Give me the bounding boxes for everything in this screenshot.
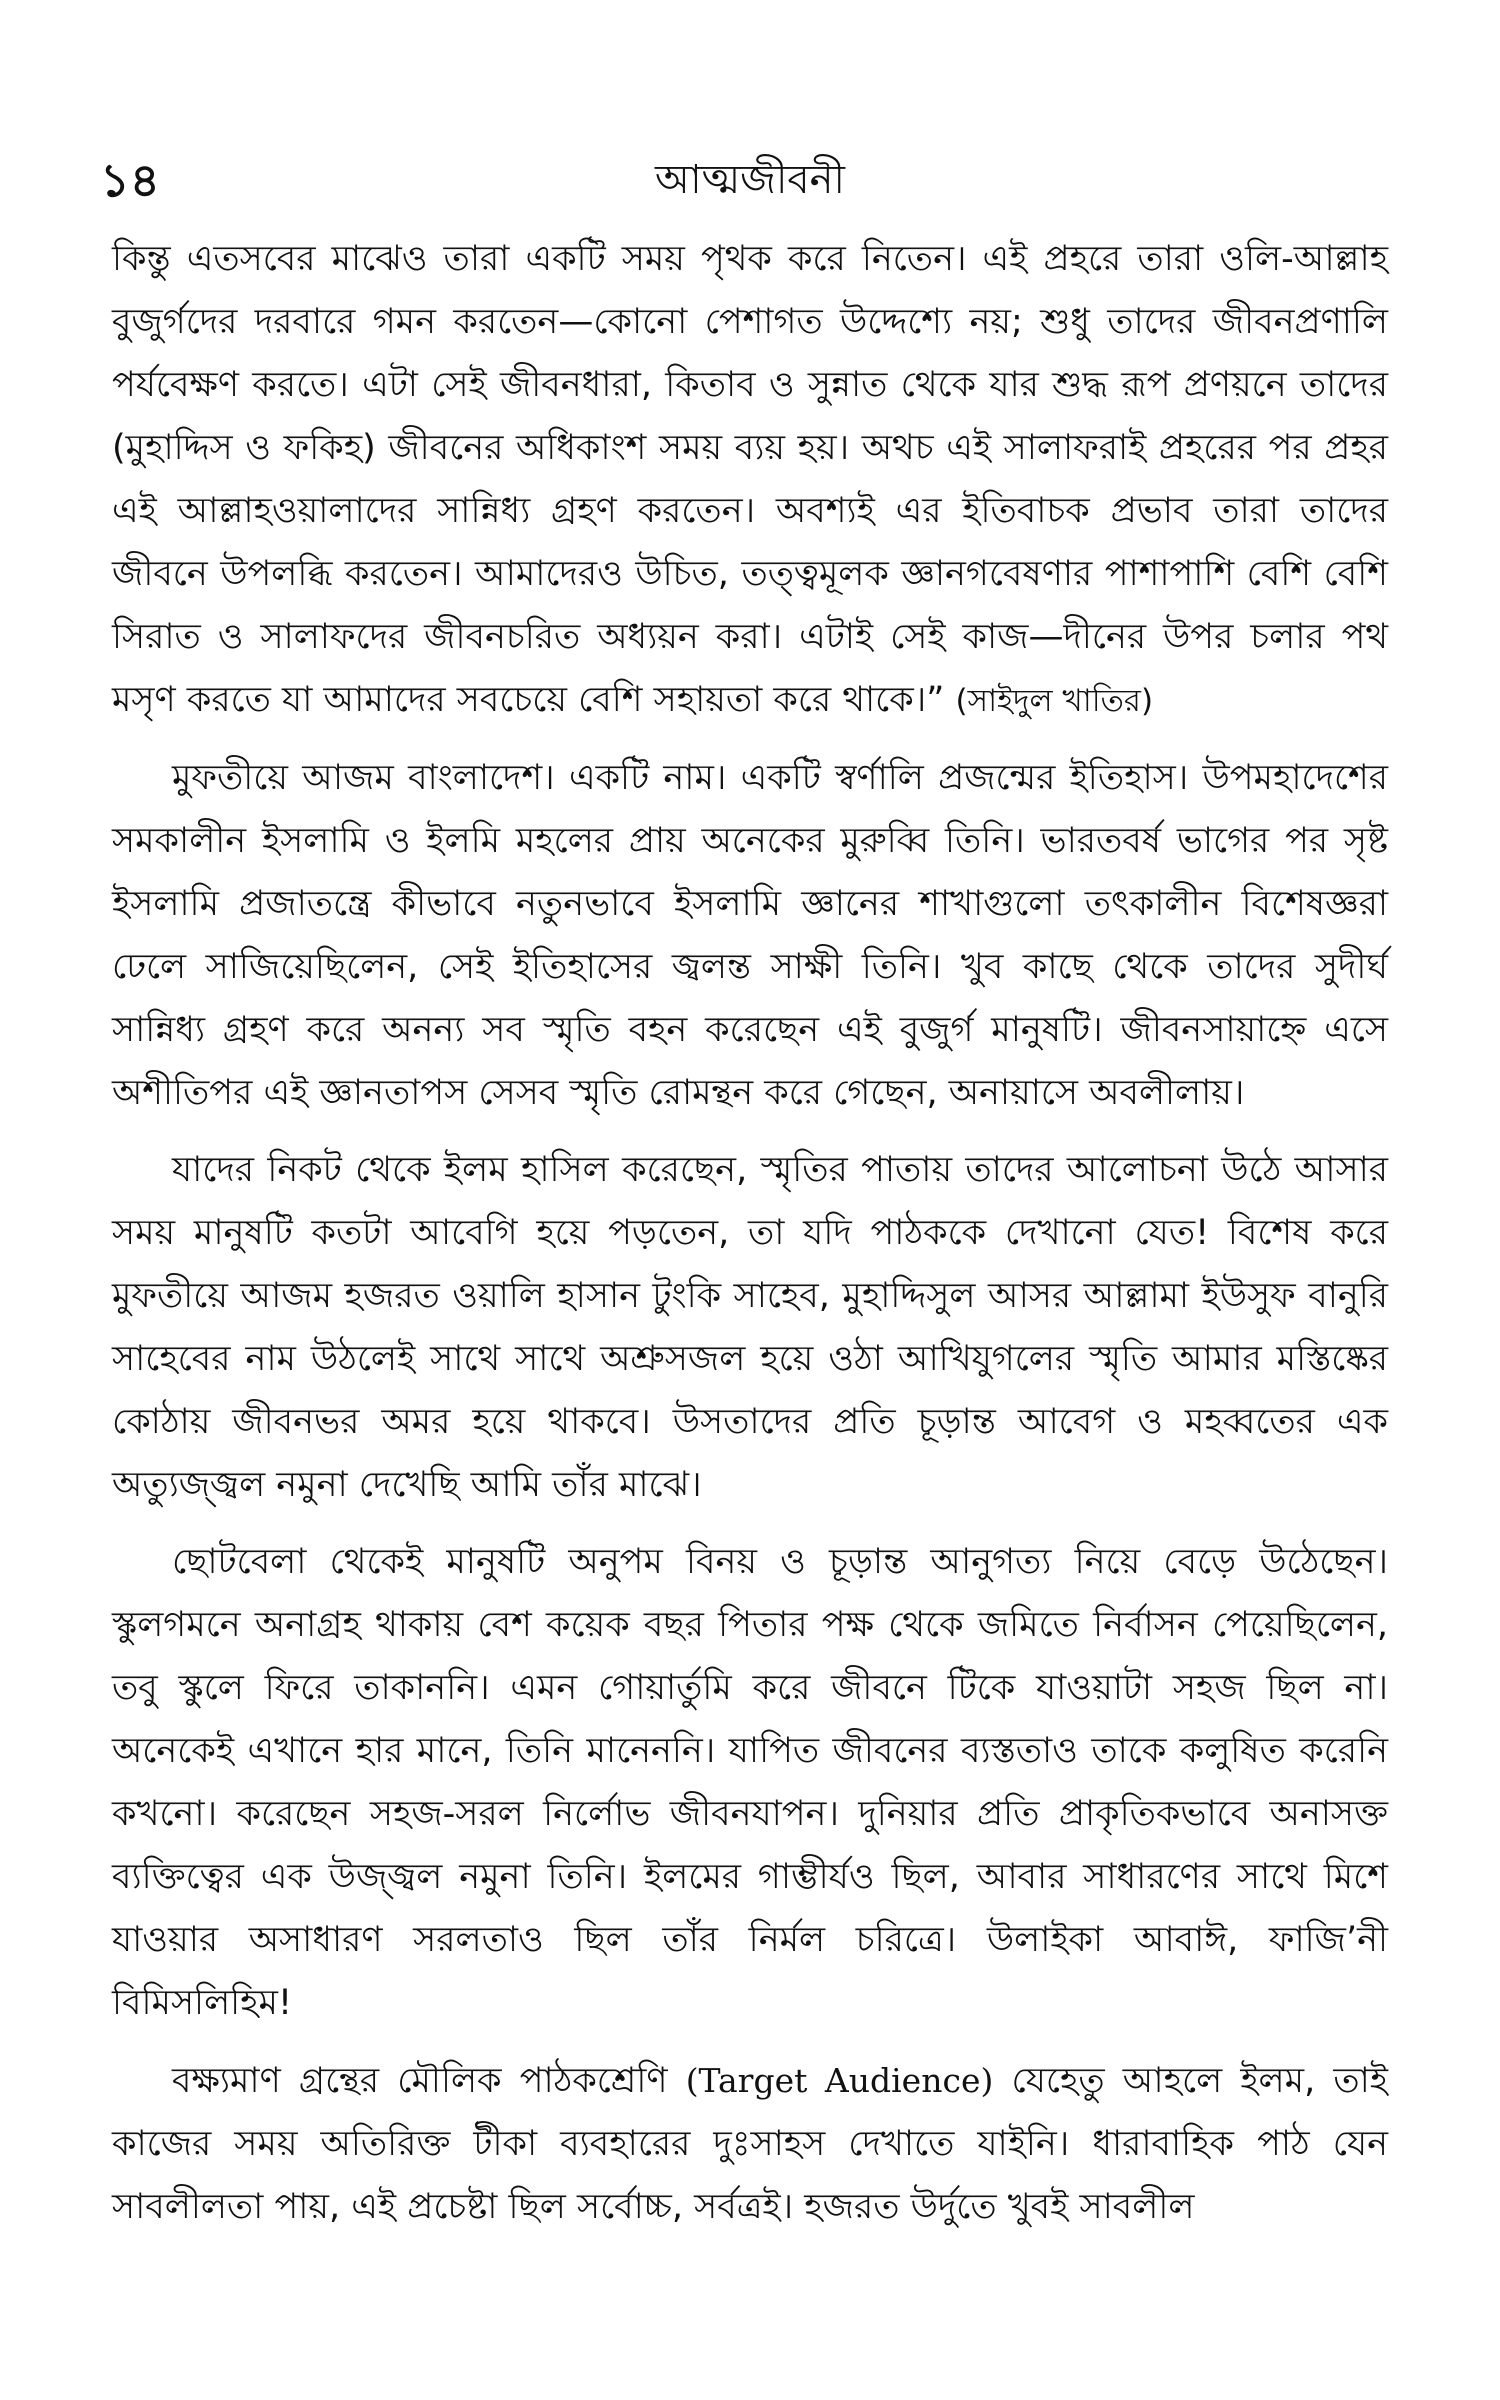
page-number: ১৪ xyxy=(100,153,160,207)
body-text xyxy=(112,228,1388,2253)
paragraph-2: মুফতীয়ে আজম বাংলাদেশ। একটি নাম। একটি স্বর্ণালি প্রজন্মের ইতিহাস। উপমহাদেশের সমকালীন ইসলামি ও ইলমি মহলের প্রায় অনেকের মুরুব্বি তিনি। ভারতবর্ষ ভাগের পর সৃষ্ট ইসলামি প্রজাতন্ত্রে কীভাবে নতুনভাবে ইসলামি জ্ঞানের শাখাগুলো তৎকালীন বিশেষজ্ঞরা ঢেলে সাজিয়েছিলেন, সেই ইতিহাসের জ্বলন্ত সাক্ষী তিনি। খুব কাছে থেকে তাদের সুদীর্ঘ সান্নিধ্য গ্রহণ করে অনন্য সব স্মৃতি বহন করেছেন এই বুজুর্গ মানুষটি। জীবনসায়াহ্নে এসে অশীতিপর এই জ্ঞানতাপস সেসব স্মৃতি রোমন্থন করে গেছেন, অনায়াসে অবলীলায়। xyxy=(112,758,1388,1113)
running-title: আত্মজীবনী xyxy=(654,157,845,203)
citation: (সাইদুল খাতির) xyxy=(955,683,1154,719)
paragraph-5-text-after: যেহেতু আহলে ইলম, তাই কাজের সময় অতিরিক্ত টীকা ব্যবহারের দুঃসাহস দেখাতে যাইনি। ধারাবাহিক পাঠ যেন সাবলীলতা পায়, এই প্রচেষ্টা ছিল সর্বোচ্চ, সর্বত্রই। হজরত উর্দুতে খুবই সাবলীল xyxy=(112,2061,1388,2227)
paragraph-4: ছোটবেলা থেকেই মানুষটি অনুপম বিনয় ও চূড়ান্ত আনুগত্য নিয়ে বেড়ে উঠেছেন। স্কুলগমনে অনাগ্রহ থাকায় বেশ কয়েক বছর পিতার পক্ষ থেকে জমিতে নির্বাসন পেয়েছিলেন, তবু স্কুলে ফিরে তাকাননি। এমন গোয়ার্তুমি করে জীবনে টিকে যাওয়াটা সহজ ছিল না। অনেকেই এখানে হার মানে, তিনি মানেননি। যাপিত জীবনের ব্যস্ততাও তাকে কলুষিত করেনি কখনো। করেছেন সহজ-সরল নির্লোভ জীবনযাপন। দুনিয়ার প্রতি প্রাকৃতিকভাবে অনাসক্ত ব্যক্তিত্বের এক উজ্জ্বল নমুনা তিনি। ইলমের গাম্ভীর্যও ছিল, আবার সাধারণের সাথে মিশে যাওয়ার অসাধারণ সরলতাও ছিল তাঁর নির্মল চরিত্রে। উলাইকা আবাঈ, ফাজি’নী বিমিসলিহিম! xyxy=(112,1542,1388,2023)
paragraph-1-text: কিন্তু এতসবের মাঝেও তারা একটি সময় পৃথক করে নিতেন। এই প্রহরে তারা ওলি-আল্লাহ বুজুর্গদের দরবারে গমন করতেন—কোনো পেশাগত উদ্দেশ্যে নয়; শুধু তাদের জীবনপ্রণালি পর্যবেক্ষণ করতে। এটা সেই জীবনধারা, কিতাব ও সুন্নাত থেকে যার শুদ্ধ রূপ প্রণয়নে তাদের (মুহাদ্দিস ও ফকিহ) জীবনের অধিকাংশ সময় ব্যয় হয়। অথচ এই সালাফরাই প্রহরের পর প্রহর এই আল্লাহওয়ালাদের সান্নিধ্য গ্রহণ করতেন। অবশ্যই এর ইতিবাচক প্রভাব তারা তাদের জীবনে উপলব্ধি করতেন। আমাদেরও উচিত, তত্ত্বমূলক জ্ঞানগবেষণার পাশাপাশি বেশি বেশি সিরাত ও সালাফদের জীবনচরিত অধ্যয়ন করা। এটাই সেই কাজ—দীনের উপর চলার পথ মসৃণ করতে যা আমাদের সবচেয়ে বেশি সহায়তা করে থাকে।” xyxy=(112,239,1388,720)
paragraph-5 xyxy=(112,2049,1388,2239)
target-audience-term: (Target Audience) xyxy=(685,2061,994,2100)
paragraph-1 xyxy=(112,228,1388,733)
page-header xyxy=(100,150,1400,210)
paragraph-3: যাদের নিকট থেকে ইলম হাসিল করেছেন, স্মৃতির পাতায় তাদের আলোচনা উঠে আসার সময় মানুষটি কতটা আবেগি হয়ে পড়তেন, তা যদি পাঠককে দেখানো যেত! বিশেষ করে মুফতীয়ে আজম হজরত ওয়ালি হাসান টুংকি সাহেব, মুহাদ্দিসুল আসর আল্লামা ইউসুফ বানুরি সাহেবের নাম উঠলেই সাথে সাথে অশ্রুসজল হয়ে ওঠা আখিযুগলের স্মৃতি আমার মস্তিষ্কের কোঠায় জীবনভর অমর হয়ে থাকবে। উসতাদের প্রতি চূড়ান্ত আবেগ ও মহব্বতের এক অত্যুজ্জ্বল নমুনা দেখেছি আমি তাঁর মাঝে। xyxy=(112,1150,1388,1505)
paragraph-5-text-before: বক্ষ্যমাণ গ্রন্থের মৌলিক পাঠকশ্রেণি xyxy=(172,2061,686,2101)
